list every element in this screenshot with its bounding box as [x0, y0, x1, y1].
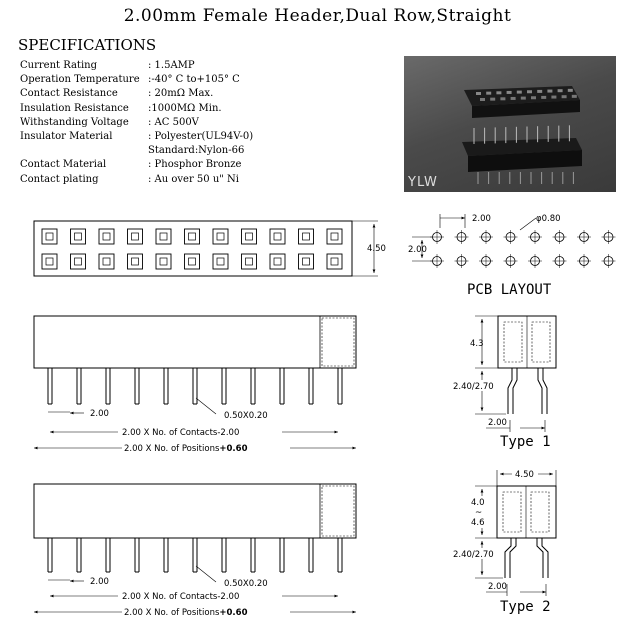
side-view-1-pins [48, 368, 342, 404]
top-view-hole [299, 229, 314, 244]
side-view-2-positions-add: +0.60 [219, 608, 248, 618]
spec-value: : Phosphor Bronze [148, 159, 242, 171]
spec-value: : 1.5AMP [148, 60, 195, 71]
top-view-hole-inner [217, 258, 224, 265]
type-1-height: 4.3 [470, 339, 484, 349]
top-view-hole-inner [246, 233, 253, 240]
top-view-hole-inner [189, 233, 196, 240]
type-2-height-top: 4.0 [471, 498, 485, 508]
top-view-hole [327, 229, 342, 244]
type-1-pitch: 2.00 [488, 418, 507, 428]
top-view-hole-inner [103, 258, 110, 265]
top-view-hole-inner [103, 233, 110, 240]
spec-value: Standard:Nylon-66 [148, 145, 245, 157]
type-2-tail: 2.40/2.70 [453, 550, 494, 560]
side-view-2-contacts-dim: 2.00 X No. of Contacts-2.00 [122, 592, 240, 602]
side-view-2-pitch: 2.00 [90, 577, 109, 587]
top-view-hole-inner [303, 233, 310, 240]
side-view-2-pin-size: 0.50X0.20 [224, 579, 268, 589]
side-view-2 [34, 484, 356, 618]
spec-label: Contact Material [20, 159, 107, 171]
top-view-hole-inner [46, 258, 53, 265]
spec-label: Operation Temperature [20, 74, 140, 86]
spec-value: : Au over 50 u" Ni [148, 173, 240, 185]
top-view-hole-inner [75, 233, 82, 240]
top-view-hole-inner [46, 233, 53, 240]
top-view-hole [71, 254, 86, 269]
spec-value: :1000MΩ Min. [148, 102, 222, 114]
top-view-hole-inner [189, 258, 196, 265]
type-2-height-bottom: 4.6 [471, 518, 485, 528]
page-title: 2.00mm Female Header,Dual Row,Straight [123, 6, 512, 26]
spec-label: Withstanding Voltage [20, 116, 129, 128]
spec-value: : Polyester(UL94V-0) [148, 131, 254, 143]
side-view-1-pin-size: 0.50X0.20 [224, 411, 268, 421]
pcb-row-pitch-dim: 2.00 [408, 245, 427, 255]
top-view-hole [71, 229, 86, 244]
top-view-hole [156, 229, 171, 244]
side-view-1 [34, 316, 356, 454]
specifications-heading: SPECIFICATIONS [18, 36, 157, 54]
side-view-2-positions: 2.00 X No. of Positions [124, 608, 220, 618]
top-view-hole [42, 229, 57, 244]
pcb-hole-dim: φ0.80 [536, 214, 561, 224]
side-view-1-positions: 2.00 X No. of Positions [124, 444, 220, 454]
spec-value: : 20mΩ Max. [148, 88, 214, 100]
top-view-hole [185, 229, 200, 244]
pcb-pitch-dim: 2.00 [472, 214, 491, 224]
side-view-1-pitch: 2.00 [90, 409, 109, 419]
spec-value: :-40° C to+105° C [148, 74, 240, 86]
top-view-hole [242, 254, 257, 269]
pcb-holes [430, 230, 616, 268]
top-view-hole-inner [132, 233, 139, 240]
top-view-hole-inner [132, 258, 139, 265]
type-2-width: 4.50 [515, 470, 534, 480]
side-view-2-pins [48, 538, 342, 572]
top-view-hole [299, 254, 314, 269]
top-view-hole-inner [217, 233, 224, 240]
top-view-hole [42, 254, 57, 269]
top-view-hole [156, 254, 171, 269]
top-view-hole [242, 229, 257, 244]
spec-label: Contact plating [20, 173, 99, 185]
top-view-height-dim: 4.50 [367, 244, 386, 254]
pcb-layout [408, 214, 616, 298]
side-view-1-contacts-dim: 2.00 X No. of Contacts-2.00 [122, 428, 240, 438]
type-1-label: Type 1 [500, 434, 551, 450]
top-view-holes [42, 229, 342, 269]
top-view-hole [99, 254, 114, 269]
top-view-hole-inner [303, 258, 310, 265]
type-2-label: Type 2 [500, 599, 551, 615]
top-view-hole [213, 229, 228, 244]
type-1-tail: 2.40/2.70 [453, 382, 494, 392]
top-view-hole-inner [331, 258, 338, 265]
top-view-hole [213, 254, 228, 269]
top-view-hole [128, 229, 143, 244]
top-view-hole-inner [160, 258, 167, 265]
top-view-hole-inner [160, 233, 167, 240]
top-view-hole-inner [75, 258, 82, 265]
top-view-hole-inner [246, 258, 253, 265]
top-view-hole [270, 254, 285, 269]
spec-label: Insulator Material [20, 131, 113, 143]
top-view-hole [128, 254, 143, 269]
top-view-hole-inner [274, 258, 281, 265]
spec-label: Current Rating [20, 60, 97, 71]
type-2-pitch: 2.00 [488, 582, 507, 592]
type-2-section [451, 468, 556, 615]
photo-watermark: YLW [408, 175, 438, 190]
top-view-hole [99, 229, 114, 244]
side-view-2-positions-dim [124, 608, 248, 618]
top-view-hole [327, 254, 342, 269]
top-view [34, 221, 386, 276]
type-1-section [451, 316, 556, 450]
side-view-1-positions-dim [124, 444, 248, 454]
spec-label: Insulation Resistance [20, 102, 129, 114]
top-view-hole [270, 229, 285, 244]
spec-label: Contact Resistance [20, 88, 118, 100]
spec-value: : AC 500V [148, 116, 199, 128]
top-view-hole-inner [274, 233, 281, 240]
top-view-hole [185, 254, 200, 269]
top-view-hole-inner [331, 233, 338, 240]
pcb-layout-label: PCB LAYOUT [467, 282, 552, 298]
side-view-1-positions-add: +0.60 [219, 444, 248, 454]
type-2-tilde: ~ [475, 508, 483, 518]
